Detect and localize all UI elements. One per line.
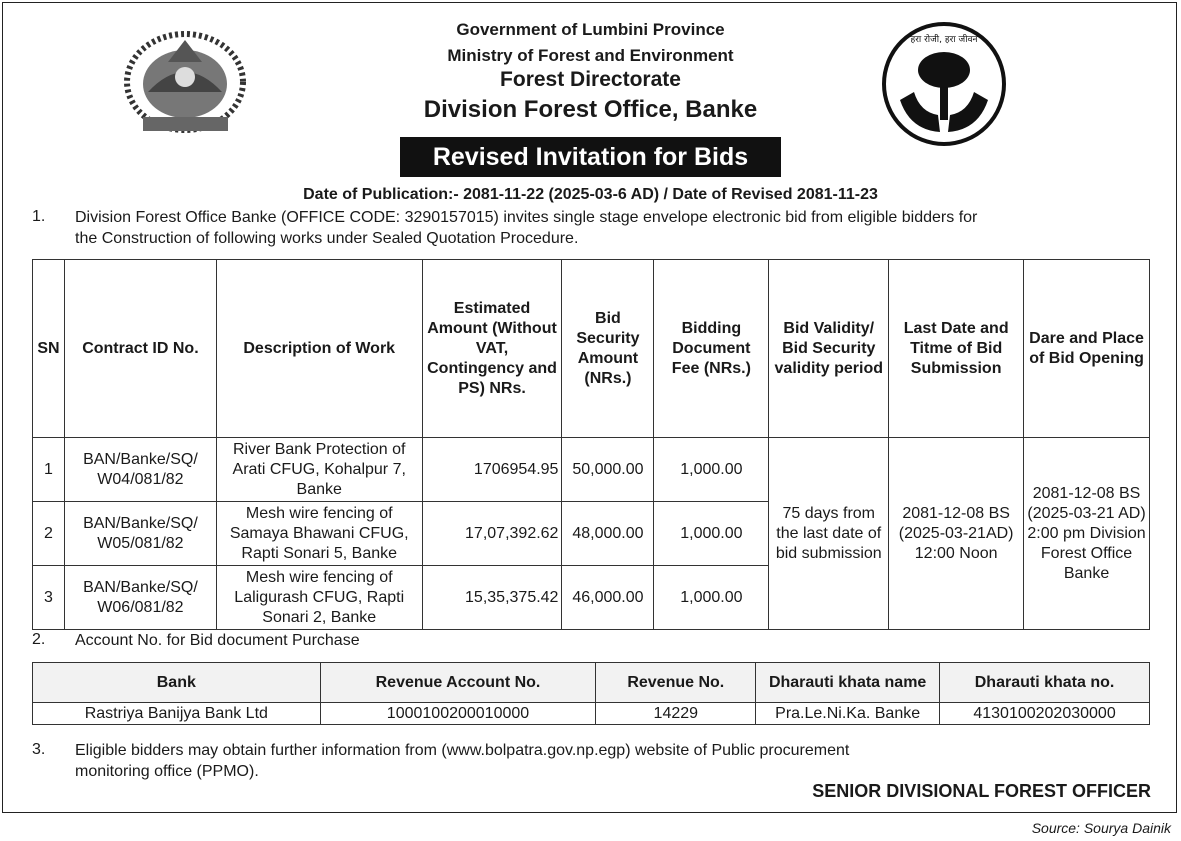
revenue-no: 14229 <box>596 703 756 725</box>
row3-security: 46,000.00 <box>562 566 654 630</box>
row2-description: Mesh wire fencing of Samaya Bhawani CFUG, Rapti Sonari 5, Banke <box>216 502 422 566</box>
dharauti-name: Pra.Le.Ni.Ka. Banke <box>756 703 940 725</box>
logo-motto: हरा रोजी, हरा जीवन <box>910 35 978 45</box>
row1-sn: 1 <box>33 438 65 502</box>
para3-number: 3. <box>32 741 46 758</box>
col-contract-id: Contract ID No. <box>64 260 216 438</box>
signature-title: SENIOR DIVISIONAL FOREST OFFICER <box>812 781 1151 801</box>
table-row <box>33 703 1150 725</box>
col-bank: Bank <box>33 663 321 703</box>
row2-amount: 17,07,392.62 <box>422 502 562 566</box>
row3-amount: 15,35,375.42 <box>422 566 562 630</box>
dharauti-no: 4130100202030000 <box>940 703 1150 725</box>
row1-security: 50,000.00 <box>562 438 654 502</box>
para3-line1: Eligible bidders may obtain further information from (www.bolpatra.gov.np.egp) website of Public procurement <box>75 742 850 759</box>
notice-title: Revised Invitation for Bids <box>400 137 781 177</box>
opening-cell: 2081-12-08 BS (2025-03-21 AD) 2:00 pm Division Forest Office Banke <box>1024 438 1150 630</box>
row2-sn: 2 <box>33 502 65 566</box>
row2-contract: BAN/Banke/SQ/ W05/081/82 <box>64 502 216 566</box>
para1-line2: the Construction of following works under Sealed Quotation Procedure. <box>75 230 579 247</box>
bid-table <box>32 259 1150 630</box>
col-sn: SN <box>33 260 65 438</box>
col-opening: Dare and Place of Bid Opening <box>1024 260 1150 438</box>
row3-description: Mesh wire fencing of Laligurash CFUG, Rapti Sonari 2, Banke <box>216 566 422 630</box>
col-description: Description of Work <box>216 260 422 438</box>
bank-name: Rastriya Banijya Bank Ltd <box>33 703 321 725</box>
header-office: Division Forest Office, Banke <box>423 96 758 123</box>
publication-date: Date of Publication:- 2081-11-22 (2025-03-6 AD) / Date of Revised 2081-11-23 <box>303 186 878 203</box>
para3-line2: monitoring office (PPMO). <box>75 763 259 780</box>
col-bid-validity: Bid Validity/ Bid Security validity period <box>769 260 889 438</box>
bid-validity-cell: 75 days from the last date of bid submission <box>769 438 889 630</box>
row2-fee: 1,000.00 <box>654 502 769 566</box>
para1-number: 1. <box>32 208 46 225</box>
row1-description: River Bank Protection of Arati CFUG, Kohalpur 7, Banke <box>216 438 422 502</box>
col-last-date: Last Date and Titme of Bid Submission <box>889 260 1024 438</box>
revenue-account-no: 1000100200010000 <box>320 703 596 725</box>
col-revenue-no: Revenue No. <box>596 663 756 703</box>
table-row <box>33 438 1150 502</box>
account-table <box>32 662 1150 725</box>
source-credit: Source: Sourya Dainik <box>1031 820 1171 836</box>
row3-sn: 3 <box>33 566 65 630</box>
col-dharauti-name: Dharauti khata name <box>756 663 940 703</box>
row3-fee: 1,000.00 <box>654 566 769 630</box>
col-document-fee: Bidding Document Fee (NRs.) <box>654 260 769 438</box>
header-directorate: Forest Directorate <box>500 68 681 91</box>
header-government: Government of Lumbini Province <box>456 20 725 39</box>
col-bid-security: Bid Security Amount (NRs.) <box>562 260 654 438</box>
para2-number: 2. <box>32 631 46 648</box>
para2-text: Account No. for Bid document Purchase <box>75 632 360 649</box>
header-ministry: Ministry of Forest and Environment <box>447 46 734 65</box>
row1-contract: BAN/Banke/SQ/ W04/081/82 <box>64 438 216 502</box>
col-estimated-amount: Estimated Amount (Without VAT, Contingency and PS) NRs. <box>422 260 562 438</box>
row1-amount: 1706954.95 <box>422 438 562 502</box>
last-date-cell: 2081-12-08 BS (2025-03-21AD) 12:00 Noon <box>889 438 1024 630</box>
col-dharauti-no: Dharauti khata no. <box>940 663 1150 703</box>
para1-line1: Division Forest Office Banke (OFFICE CODE: 3290157015) invites single stage envelope electronic bid from eligible bidders for <box>75 209 978 226</box>
row2-security: 48,000.00 <box>562 502 654 566</box>
col-revenue-account: Revenue Account No. <box>320 663 596 703</box>
row3-contract: BAN/Banke/SQ/ W06/081/82 <box>64 566 216 630</box>
row1-fee: 1,000.00 <box>654 438 769 502</box>
